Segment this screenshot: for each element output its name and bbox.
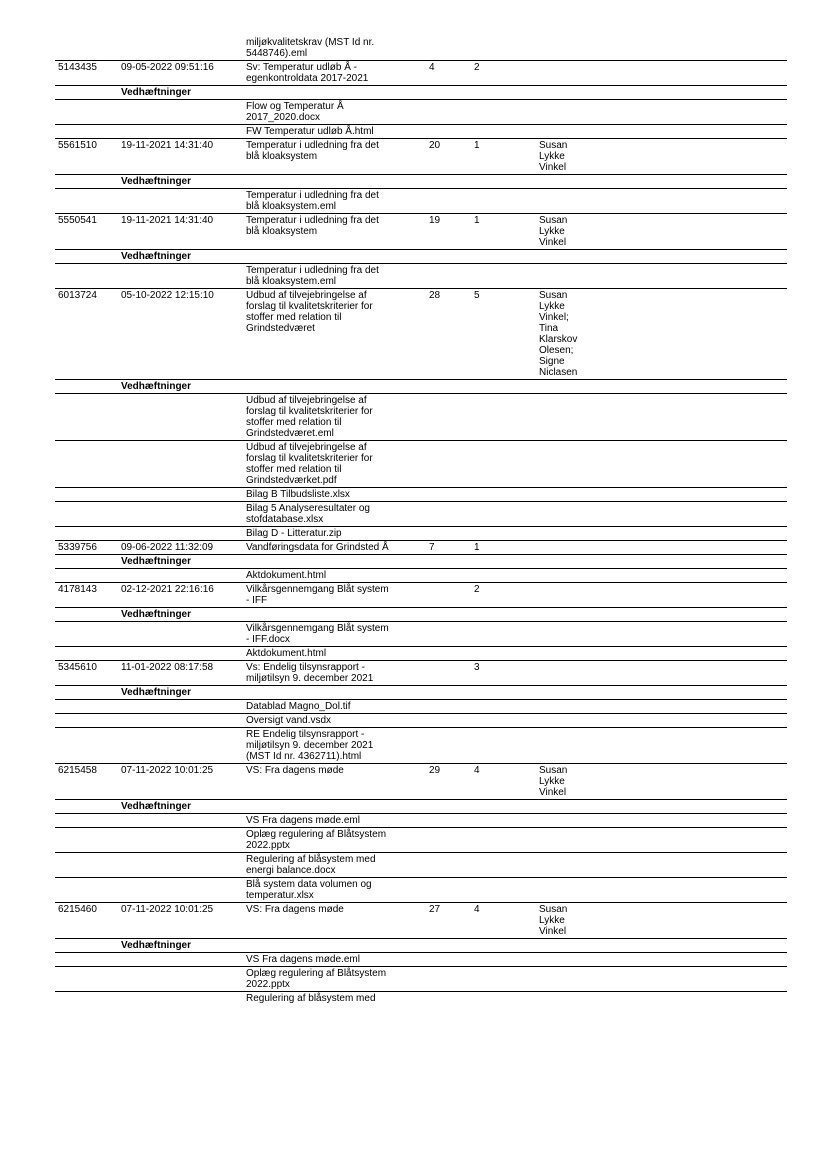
record-id: 6013724 bbox=[58, 290, 97, 301]
attachment-filename: Temperatur i udledning fra det blå kloaksystem.eml bbox=[246, 190, 379, 212]
attachment-filename: Bilag 5 Analyseresultater og stofdatabase.xlsx bbox=[246, 503, 370, 525]
attachment-row bbox=[55, 502, 787, 527]
attachment-row bbox=[55, 828, 787, 853]
record-row bbox=[55, 903, 787, 939]
record-date: 19-11-2021 14:31:40 bbox=[121, 215, 214, 226]
record-id: 5339756 bbox=[58, 542, 97, 553]
record-count-a: 28 bbox=[429, 290, 441, 301]
attachments-header-row bbox=[55, 86, 787, 100]
attachment-row bbox=[55, 189, 787, 214]
attachment-row bbox=[55, 569, 787, 583]
attachment-row bbox=[55, 814, 787, 828]
attachments-header-row bbox=[55, 555, 787, 569]
record-count-a: 27 bbox=[429, 904, 441, 915]
attachments-header-row bbox=[55, 250, 787, 264]
record-title: Sv: Temperatur udløb Å - egenkontroldata 2017-2021 bbox=[246, 62, 369, 84]
record-title: VS: Fra dagens møde bbox=[246, 904, 344, 915]
attachment-filename: VS Fra dagens møde.eml bbox=[246, 815, 360, 826]
attachment-filename: Udbud af tilvejebringelse af forslag til kvalitetskriterier for stoffer med relation til Grindstedværet.eml bbox=[246, 395, 373, 439]
attachment-row bbox=[55, 953, 787, 967]
attachment-filename: Oversigt vand.vsdx bbox=[246, 715, 332, 726]
record-count-b: 5 bbox=[474, 290, 480, 301]
attachment-filename: Regulering af blåsystem med energi balance.docx bbox=[246, 854, 376, 876]
attachment-filename: Oplæg regulering af Blåtsystem 2022.pptx bbox=[246, 968, 387, 990]
attachment-row bbox=[55, 992, 787, 1005]
record-title: VS: Fra dagens møde bbox=[246, 765, 344, 776]
attachment-row bbox=[55, 488, 787, 502]
record-date: 07-11-2022 10:01:25 bbox=[121, 765, 214, 776]
attachment-filename: Regulering af blåsystem med bbox=[246, 993, 376, 1004]
record-id: 5550541 bbox=[58, 215, 97, 226]
record-count-b: 1 bbox=[474, 215, 480, 226]
record-persons: Susan Lykke Vinkel; Tina Klarskov Olesen; Signe Niclasen bbox=[539, 290, 578, 378]
record-id: 4178143 bbox=[58, 584, 97, 595]
attachment-filename: Bilag D - Litteratur.zip bbox=[246, 528, 342, 539]
attachment-row bbox=[55, 728, 787, 764]
record-date: 11-01-2022 08:17:58 bbox=[121, 662, 214, 673]
record-date: 09-05-2022 09:51:16 bbox=[121, 62, 214, 73]
attachment-filename: Udbud af tilvejebringelse af forslag til kvalitetskriterier for stoffer med relation til Grindstedværket.pdf bbox=[246, 442, 373, 486]
attachment-filename: Datablad Magno_Dol.tif bbox=[246, 701, 351, 712]
record-date: 07-11-2022 10:01:25 bbox=[121, 904, 214, 915]
attachment-row bbox=[55, 527, 787, 541]
record-persons: Susan Lykke Vinkel bbox=[539, 215, 568, 248]
attachments-label: Vedhæftninger bbox=[121, 940, 192, 951]
attachment-row bbox=[55, 622, 787, 647]
record-count-b: 1 bbox=[474, 542, 480, 553]
record-row bbox=[55, 583, 787, 608]
record-date: 19-11-2021 14:31:40 bbox=[121, 140, 214, 151]
attachment-row bbox=[55, 647, 787, 661]
attachments-header-row bbox=[55, 939, 787, 953]
attachment-row bbox=[55, 878, 787, 903]
record-count-b: 2 bbox=[474, 62, 480, 73]
record-id: 5561510 bbox=[58, 140, 97, 151]
record-title: Vilkårsgennemgang Blåt system - IFF bbox=[246, 584, 389, 606]
record-row bbox=[55, 289, 787, 380]
attachment-filename: RE Endelig tilsynsrapport - miljøtilsyn 9. december 2021 (MST Id nr. 4362711).html bbox=[246, 729, 374, 762]
attachment-filename: Vilkårsgennemgang Blåt system - IFF.docx bbox=[246, 623, 389, 645]
attachment-filename: FW Temperatur udløb Å.html bbox=[246, 126, 374, 137]
record-title: Vandføringsdata for Grindsted Å bbox=[246, 542, 389, 553]
attachments-label: Vedhæftninger bbox=[121, 176, 192, 187]
record-id: 6215460 bbox=[58, 904, 97, 915]
attachment-row bbox=[55, 264, 787, 289]
attachments-label: Vedhæftninger bbox=[121, 556, 192, 567]
record-count-b: 4 bbox=[474, 765, 480, 776]
record-row bbox=[55, 139, 787, 175]
record-count-a: 20 bbox=[429, 140, 441, 151]
attachments-label: Vedhæftninger bbox=[121, 251, 192, 262]
attachment-filename: Bilag B Tilbudsliste.xlsx bbox=[246, 489, 350, 500]
record-count-b: 4 bbox=[474, 904, 480, 915]
record-id: 5143435 bbox=[58, 62, 97, 73]
attachment-filename: miljøkvalitetskrav (MST Id nr. 5448746).eml bbox=[246, 37, 375, 59]
attachments-label: Vedhæftninger bbox=[121, 381, 192, 392]
attachment-row bbox=[55, 714, 787, 728]
attachments-header-row bbox=[55, 686, 787, 700]
record-title: Temperatur i udledning fra det blå kloaksystem bbox=[246, 140, 379, 162]
attachments-label: Vedhæftninger bbox=[121, 609, 192, 620]
attachment-row bbox=[55, 967, 787, 992]
attachment-filename: Flow og Temperatur Å 2017_2020.docx bbox=[246, 101, 344, 123]
attachments-header-row bbox=[55, 380, 787, 394]
attachments-label: Vedhæftninger bbox=[121, 687, 192, 698]
record-row bbox=[55, 541, 787, 555]
record-title: Temperatur i udledning fra det blå kloaksystem bbox=[246, 215, 379, 237]
record-persons: Susan Lykke Vinkel bbox=[539, 765, 568, 798]
record-id: 6215458 bbox=[58, 765, 97, 776]
record-title: Vs: Endelig tilsynsrapport - miljøtilsyn 9. december 2021 bbox=[246, 662, 374, 684]
attachments-label: Vedhæftninger bbox=[121, 801, 192, 812]
attachment-row bbox=[55, 853, 787, 878]
attachment-row bbox=[55, 125, 787, 139]
attachments-header-row bbox=[55, 175, 787, 189]
record-count-a: 7 bbox=[429, 542, 435, 553]
attachment-filename: Temperatur i udledning fra det blå kloaksystem.eml bbox=[246, 265, 379, 287]
attachment-row bbox=[55, 700, 787, 714]
record-persons: Susan Lykke Vinkel bbox=[539, 904, 568, 937]
attachment-row bbox=[55, 100, 787, 125]
record-count-b: 3 bbox=[474, 662, 480, 673]
record-row bbox=[55, 764, 787, 800]
attachment-row bbox=[55, 36, 787, 61]
attachments-header-row bbox=[55, 608, 787, 622]
document-table bbox=[55, 36, 787, 1005]
attachment-filename: Blå system data volumen og temperatur.xlsx bbox=[246, 879, 372, 901]
attachments-header-row bbox=[55, 800, 787, 814]
record-date: 02-12-2021 22:16:16 bbox=[121, 584, 214, 595]
record-row bbox=[55, 214, 787, 250]
attachment-filename: Aktdokument.html bbox=[246, 648, 327, 659]
record-count-a: 4 bbox=[429, 62, 435, 73]
attachment-filename: Oplæg regulering af Blåtsystem 2022.pptx bbox=[246, 829, 387, 851]
record-date: 05-10-2022 12:15:10 bbox=[121, 290, 214, 301]
attachments-label: Vedhæftninger bbox=[121, 87, 192, 98]
record-count-b: 1 bbox=[474, 140, 480, 151]
attachment-row bbox=[55, 394, 787, 441]
attachment-filename: VS Fra dagens møde.eml bbox=[246, 954, 360, 965]
record-date: 09-06-2022 11:32:09 bbox=[121, 542, 214, 553]
record-title: Udbud af tilvejebringelse af forslag til kvalitetskriterier for stoffer med relation til Grindstedværet bbox=[246, 290, 373, 334]
record-count-b: 2 bbox=[474, 584, 480, 595]
record-count-a: 29 bbox=[429, 765, 441, 776]
record-persons: Susan Lykke Vinkel bbox=[539, 140, 568, 173]
record-row bbox=[55, 661, 787, 686]
record-row bbox=[55, 61, 787, 86]
record-id: 5345610 bbox=[58, 662, 97, 673]
record-count-a: 19 bbox=[429, 215, 441, 226]
attachment-row bbox=[55, 441, 787, 488]
attachment-filename: Aktdokument.html bbox=[246, 570, 327, 581]
